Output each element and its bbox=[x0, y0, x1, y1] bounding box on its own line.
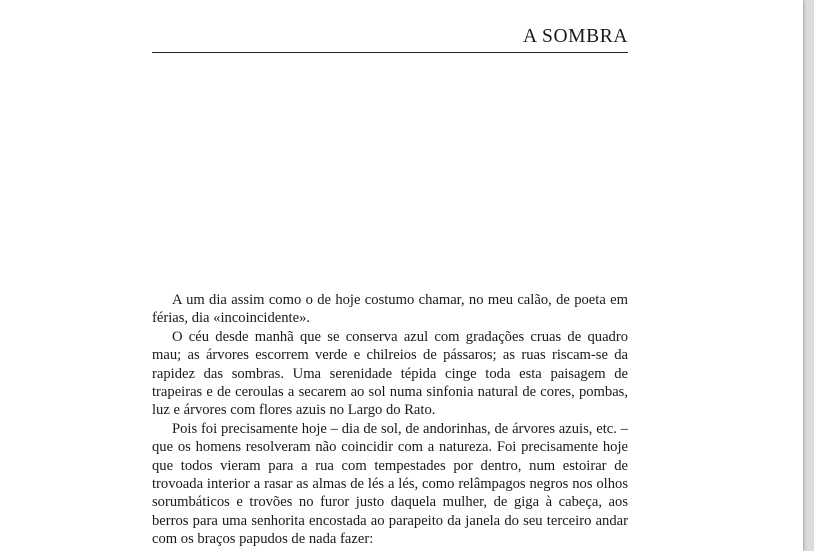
running-title: A SOMBRA bbox=[522, 26, 628, 47]
paragraph-1: A um dia assim como o de hoje costumo chamar, no meu calão, de poeta em férias, dia «incoincidente». bbox=[152, 292, 628, 327]
paragraph-3: Pois foi precisamente hoje – dia de sol, de andorinhas, de árvores azuis, etc. – que os homens resolveram não coincidir com a natureza. Foi precisamente hoje que todos vieram para a rua com tempestades por dentro, num estoirar de trovoada interior a rasar as almas de lés a lés, como relâmpagos negros nos olhos sorumbáticos e trovões no furor justo daquela mulher, de giga à cabeça, aos berros para uma senhorita encostada ao parapeito da janela do seu terceiro andar com os braços papudos de nada fazer: bbox=[152, 420, 628, 548]
paragraph-2: O céu desde manhã que se conserva azul com gradações cruas de quadro mau; as árvores escorrem verde e chilreios de pássaros; as ruas riscam-se da rapidez das sombras. Uma serenidade tépida cinge toda esta paisagem de trapeiras e de ceroulas a secarem ao sol numa sinfonia natural de cores, pombas, luz e árvores com flores azuis no Largo do Rato. bbox=[152, 328, 628, 419]
running-header bbox=[152, 26, 628, 53]
body-text bbox=[152, 291, 628, 549]
